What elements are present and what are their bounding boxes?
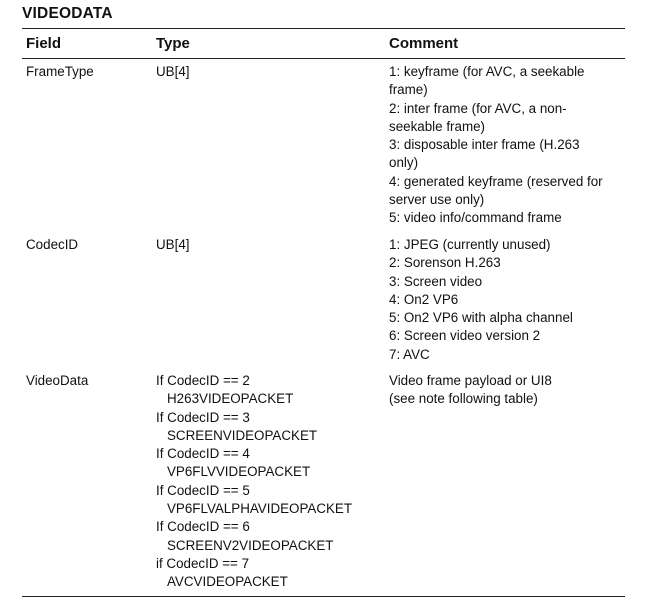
comment-line: 2: Sorenson H.263 [389,255,501,271]
type-line: If CodecID == 3 [156,409,250,425]
header-comment: Comment [389,35,459,52]
comment-line: frame) [389,82,428,98]
comment-cell [389,63,629,228]
top-rule [22,28,625,29]
comment-line: server use only) [389,192,485,208]
type-line: If CodecID == 4 [156,446,250,462]
comment-line: 6: Screen video version 2 [389,328,541,344]
type-cell [156,372,386,592]
comment-cell [389,236,629,364]
type-line: if CodecID == 7 [156,555,250,571]
field-cell [26,63,146,81]
type-cell [156,236,386,254]
comment-line: Video frame payload or UI8 [389,373,552,388]
comment-line: 5: On2 VP6 with alpha channel [389,310,573,326]
header-rule [22,58,625,59]
type-line: SCREENVIDEOPACKET [167,427,318,443]
comment-line: 1: JPEG (currently unused) [389,237,551,252]
field-cell [26,236,146,254]
type-cell [156,63,386,81]
field-name: VideoData [26,373,89,388]
type-line: AVCVIDEOPACKET [167,574,288,590]
field-name: CodecID [26,237,79,252]
comment-line: 4: generated keyframe (reserved for [389,173,603,189]
comment-line: 7: AVC [389,346,430,362]
comment-line: 5: video info/command frame [389,210,562,226]
comment-line: 3: Screen video [389,273,483,289]
comment-line: only) [389,155,419,171]
comment-cell [389,372,629,409]
header-type: Type [156,35,190,52]
type-line: H263VIDEOPACKET [167,391,294,407]
comment-line: 4: On2 VP6 [389,291,459,307]
comment-line: seekable frame) [389,118,486,134]
header-field: Field [26,35,62,52]
comment-line: 1: keyframe (for AVC, a seekable [389,64,585,79]
comment-line: 2: inter frame (for AVC, a non- [389,100,567,116]
table-title: VIDEODATA [22,5,113,22]
comment-line: 3: disposable inter frame (H.263 [389,137,580,153]
type-line: VP6FLVALPHAVIDEOPACKET [167,501,353,517]
type-line: If CodecID == 5 [156,482,250,498]
type-line: UB[4] [156,237,190,252]
comment-line: (see note following table) [389,391,538,407]
type-line: UB[4] [156,64,190,79]
type-line: If CodecID == 6 [156,519,250,535]
bottom-rule [22,596,625,597]
type-line: SCREENV2VIDEOPACKET [167,537,334,553]
type-line: If CodecID == 2 [156,373,250,388]
type-line: VP6FLVVIDEOPACKET [167,464,311,480]
field-name: FrameType [26,64,94,79]
field-cell [26,372,146,390]
